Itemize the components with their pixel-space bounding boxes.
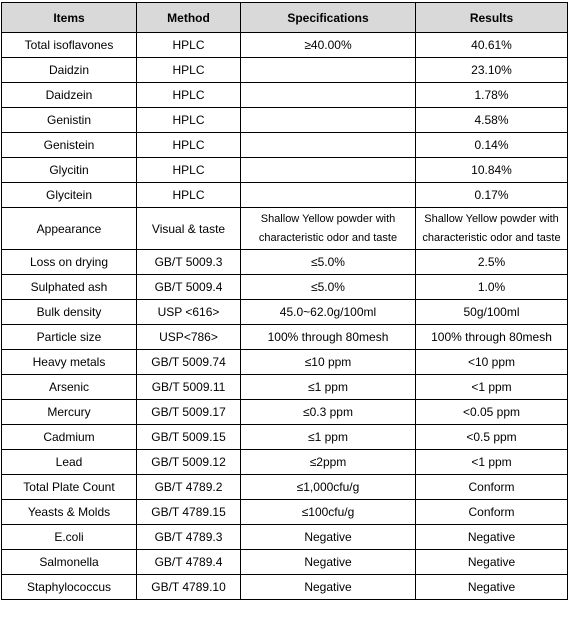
table-row xyxy=(2,250,568,275)
cell-spec: ≤100cfu/g xyxy=(241,500,416,525)
cell-spec: Shallow Yellow powder with characteristic odor and taste xyxy=(241,208,416,250)
cell-item: Mercury xyxy=(2,400,137,425)
cell-method: HPLC xyxy=(137,158,241,183)
cell-spec: ≤1 ppm xyxy=(241,425,416,450)
cell-method: GB/T 4789.3 xyxy=(137,525,241,550)
cell-method: HPLC xyxy=(137,83,241,108)
table-row xyxy=(2,525,568,550)
table-row xyxy=(2,58,568,83)
cell-result: 0.14% xyxy=(416,133,568,158)
cell-result: <1 ppm xyxy=(416,375,568,400)
header-results: Results xyxy=(416,3,568,33)
cell-result: <0.05 ppm xyxy=(416,400,568,425)
cell-result: Negative xyxy=(416,575,568,600)
cell-method: HPLC xyxy=(137,33,241,58)
cell-method: HPLC xyxy=(137,133,241,158)
table-row xyxy=(2,325,568,350)
cell-method: GB/T 4789.10 xyxy=(137,575,241,600)
cell-item: Total Plate Count xyxy=(2,475,137,500)
cell-item: Staphylococcus xyxy=(2,575,137,600)
cell-method: GB/T 4789.4 xyxy=(137,550,241,575)
cell-spec: ≤0.3 ppm xyxy=(241,400,416,425)
cell-method: GB/T 5009.17 xyxy=(137,400,241,425)
cell-item: Total isoflavones xyxy=(2,33,137,58)
cell-result: <1 ppm xyxy=(416,450,568,475)
cell-item: Appearance xyxy=(2,208,137,250)
table-row xyxy=(2,275,568,300)
cell-item: Bulk density xyxy=(2,300,137,325)
cell-spec: ≤5.0% xyxy=(241,275,416,300)
header-specifications: Specifications xyxy=(241,3,416,33)
cell-spec: ≥40.00% xyxy=(241,33,416,58)
cell-spec xyxy=(241,183,416,208)
table-row xyxy=(2,83,568,108)
cell-method: GB/T 4789.2 xyxy=(137,475,241,500)
cell-result: Conform xyxy=(416,500,568,525)
cell-item: Genistin xyxy=(2,108,137,133)
cell-method: USP<786> xyxy=(137,325,241,350)
table-row xyxy=(2,350,568,375)
cell-result: Negative xyxy=(416,525,568,550)
cell-result: 1.78% xyxy=(416,83,568,108)
cell-result: Shallow Yellow powder with characteristic odor and taste xyxy=(416,208,568,250)
table-row xyxy=(2,575,568,600)
cell-spec: Negative xyxy=(241,575,416,600)
header-row xyxy=(2,3,568,33)
cell-method: GB/T 5009.3 xyxy=(137,250,241,275)
cell-result: 2.5% xyxy=(416,250,568,275)
cell-item: Glycitin xyxy=(2,158,137,183)
cell-item: Daidzein xyxy=(2,83,137,108)
cell-method: GB/T 5009.74 xyxy=(137,350,241,375)
cell-spec xyxy=(241,83,416,108)
cell-item: Loss on drying xyxy=(2,250,137,275)
cell-spec xyxy=(241,133,416,158)
cell-spec: ≤1,000cfu/g xyxy=(241,475,416,500)
cell-spec: Negative xyxy=(241,550,416,575)
cell-method: GB/T 5009.12 xyxy=(137,450,241,475)
cell-spec: ≤1 ppm xyxy=(241,375,416,400)
cell-result: 40.61% xyxy=(416,33,568,58)
cell-method: HPLC xyxy=(137,183,241,208)
cell-result: <10 ppm xyxy=(416,350,568,375)
table-row xyxy=(2,133,568,158)
cell-result: 50g/100ml xyxy=(416,300,568,325)
cell-item: Arsenic xyxy=(2,375,137,400)
table-row xyxy=(2,158,568,183)
cell-spec xyxy=(241,158,416,183)
cell-item: Particle size xyxy=(2,325,137,350)
table-row xyxy=(2,550,568,575)
cell-item: Glycitein xyxy=(2,183,137,208)
table-row xyxy=(2,475,568,500)
cell-item: Yeasts & Molds xyxy=(2,500,137,525)
cell-item: Heavy metals xyxy=(2,350,137,375)
table-row xyxy=(2,108,568,133)
cell-method: GB/T 5009.4 xyxy=(137,275,241,300)
cell-method: Visual & taste xyxy=(137,208,241,250)
cell-item: Genistein xyxy=(2,133,137,158)
header-method: Method xyxy=(137,3,241,33)
cell-spec xyxy=(241,108,416,133)
cell-method: HPLC xyxy=(137,108,241,133)
cell-method: GB/T 5009.15 xyxy=(137,425,241,450)
cell-spec: ≤2ppm xyxy=(241,450,416,475)
specification-table xyxy=(1,2,568,600)
cell-item: E.coli xyxy=(2,525,137,550)
cell-result: <0.5 ppm xyxy=(416,425,568,450)
cell-spec xyxy=(241,58,416,83)
cell-item: Salmonella xyxy=(2,550,137,575)
table-row xyxy=(2,33,568,58)
table-row xyxy=(2,300,568,325)
cell-item: Daidzin xyxy=(2,58,137,83)
cell-spec: ≤5.0% xyxy=(241,250,416,275)
cell-method: GB/T 4789.15 xyxy=(137,500,241,525)
table-row xyxy=(2,450,568,475)
cell-result: 10.84% xyxy=(416,158,568,183)
table-row xyxy=(2,425,568,450)
cell-result: Conform xyxy=(416,475,568,500)
cell-result: 100% through 80mesh xyxy=(416,325,568,350)
cell-item: Sulphated ash xyxy=(2,275,137,300)
cell-result: 4.58% xyxy=(416,108,568,133)
header-items: Items xyxy=(2,3,137,33)
cell-method: GB/T 5009.11 xyxy=(137,375,241,400)
cell-spec: 45.0~62.0g/100ml xyxy=(241,300,416,325)
table-row xyxy=(2,183,568,208)
cell-spec: 100% through 80mesh xyxy=(241,325,416,350)
cell-result: 1.0% xyxy=(416,275,568,300)
cell-method: HPLC xyxy=(137,58,241,83)
cell-result: 23.10% xyxy=(416,58,568,83)
table-row xyxy=(2,400,568,425)
cell-spec: Negative xyxy=(241,525,416,550)
cell-method: USP <616> xyxy=(137,300,241,325)
cell-result: 0.17% xyxy=(416,183,568,208)
table-row xyxy=(2,375,568,400)
cell-item: Cadmium xyxy=(2,425,137,450)
cell-result: Negative xyxy=(416,550,568,575)
table-row xyxy=(2,500,568,525)
table-row xyxy=(2,208,568,250)
cell-spec: ≤10 ppm xyxy=(241,350,416,375)
cell-item: Lead xyxy=(2,450,137,475)
